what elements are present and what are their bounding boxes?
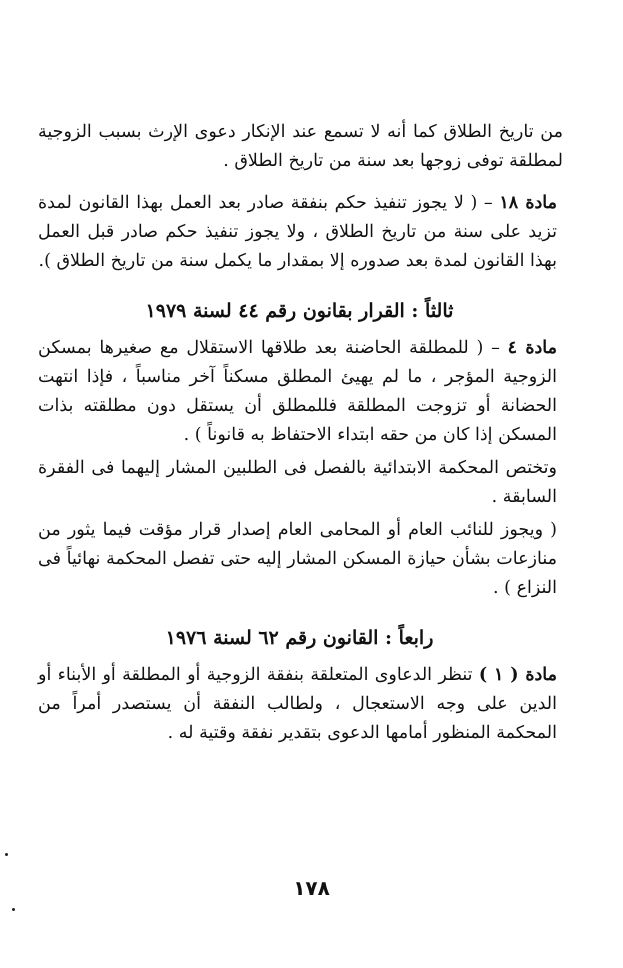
- paragraph-text: من تاريخ الطلاق كما أنه لا تسمع عند الإنكار دعوى الإرث بسبب الزوجية لمطلقة توفى زوجها بعد سنة من تاريخ الطلاق .: [38, 122, 563, 171]
- section-heading-fourth: رابعاً : القانون رقم ٦٢ لسنة ١٩٧٦: [165, 627, 434, 649]
- article-4: [38, 334, 557, 450]
- article-text: – ( لا يجوز تنفيذ حكم بنفقة صادر بعد العمل بهذا القانون لمدة تزيد على سنة من تاريخ الطلاق ، ولا يجوز تنفيذ حكم صادر قبل العمل بهذا القانون لمدة بعد صدوره إلا بمقدار ما يكمل سنة من تاريخ الطلاق ).: [38, 193, 557, 271]
- article-label: مادة ( ١ ): [478, 665, 557, 685]
- scan-speck: [12, 908, 15, 911]
- article-text: – ( للمطلقة الحاضنة بعد طلاقها الاستقلال مع صغيرها بمسكن الزوجية المؤجر ، ما لم يهيئ المطلق مسكناً آخر مناسباً ، فإذا انتهت الحضانة أو تزوجت المطلقة فللمطلق أن يستقل دون مطلقته بذات المسكن إذا كان من حقه ابتداء الاحتفاظ به قانوناً ) .: [38, 338, 557, 445]
- page-number: ١٧٨: [293, 876, 330, 900]
- scan-speck: [5, 853, 8, 856]
- section-heading-third: ثالثاً : القرار بقانون رقم ٤٤ لسنة ١٩٧٩: [145, 300, 454, 322]
- paragraph-text: وتختص المحكمة الابتدائية بالفصل فى الطلبين المشار إليهما فى الفقرة السابقة .: [38, 458, 557, 507]
- article-text: تنظر الدعاوى المتعلقة بنفقة الزوجية أو المطلقة أو الأبناء أو الدين على وجه الاستعجال ، ولطالب النفقة أن يستصدر أمراً من المحكمة المنظور أمامها الدعوى بتقدير نفقة وقتية له .: [38, 665, 557, 743]
- paragraph-text: ( ويجوز للنائب العام أو المحامى العام إصدار قرار مؤقت فيما يثور من منازعات بشأن حيازة المسكن المشار إليه حتى تفصل المحكمة نهائياً فى النزاع ) .: [38, 520, 557, 598]
- article-1: [38, 661, 557, 748]
- article-18: [38, 189, 557, 276]
- paragraph-jurisdiction: [38, 454, 557, 512]
- page-body: [38, 118, 561, 748]
- article-label: مادة ١٨: [499, 193, 557, 213]
- article-label: مادة ٤: [507, 338, 557, 358]
- paragraph-continuation: [38, 118, 563, 176]
- paragraph-prosecutor: [38, 516, 557, 603]
